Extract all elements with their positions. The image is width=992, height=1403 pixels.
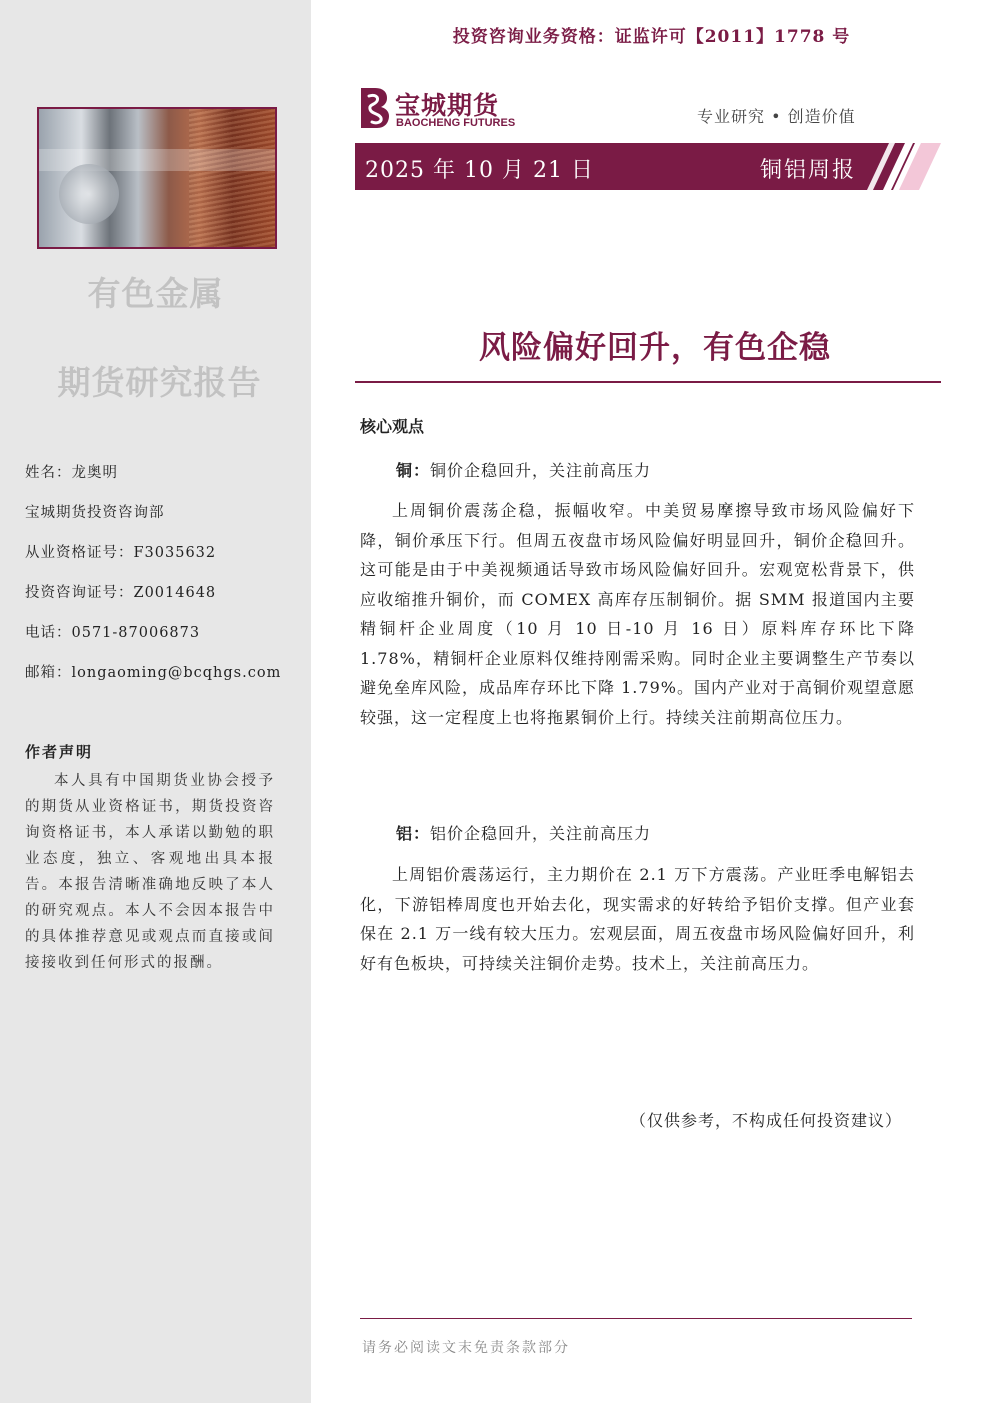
report-headline: 风险偏好回升，有色企稳 xyxy=(479,330,831,366)
copper-summary-text: 铜价企稳回升，关注前高压力 xyxy=(430,461,652,480)
footer-divider xyxy=(360,1318,912,1319)
advisory-license: 投资咨询证号：Z0014648 xyxy=(25,585,217,601)
aluminum-summary xyxy=(396,821,651,844)
company-logo xyxy=(357,86,527,132)
declaration-title: 作者声明 xyxy=(25,743,94,761)
cover-image xyxy=(37,107,277,249)
footer-note: 请务必阅读文末免责条款部分 xyxy=(362,1340,570,1356)
sidebar-title-category: 有色金属 xyxy=(87,274,224,313)
headline-divider xyxy=(355,381,941,383)
logo-text-cn: 宝城期货 xyxy=(395,91,500,120)
aluminum-summary-text: 铝价企稳回升，关注前高压力 xyxy=(430,824,652,843)
company-slogan: 专业研究 • 创造价值 xyxy=(697,107,856,126)
logo-mark-icon xyxy=(357,86,391,130)
copper-summary xyxy=(396,458,651,481)
aluminum-label: 铝： xyxy=(396,824,431,843)
sidebar-title-report: 期货研究报告 xyxy=(57,363,262,402)
copper-body: 上周铜价震荡企稳，振幅收窄。中美贸易摩擦导致市场风险偏好下降，铜价承压下行。但周五夜盘市场风险偏好明显回升，铜价企稳回升。这可能是由于中美视频通话导致市场风险偏好回升。宏观宽松背景下，供应收缩推升铜价，而 COMEX 高库存压制铜价。据 SMM 报道国内主要精铜杆企业周度（10 月 10 日-10 月 16 日）原料库存环比下降 1.78%，精铜杆企业原料仅维持刚需采购。同时企业主要调整生产节奏以避免垒库风险，成品库存环比下降 1.79%。国内产业对于高铜价观望意愿较强，这一定程度上也将拖累铜价上行。持续关注前期高位压力。 xyxy=(360,501,915,727)
copper-label: 铜： xyxy=(396,461,431,480)
investment-disclaimer: （仅供参考，不构成任何投资建议） xyxy=(630,1111,903,1130)
report-date: 2025 年 10 月 21 日 xyxy=(365,158,594,183)
declaration-body: 本人具有中国期货业协会授予的期货从业资格证书，期货投资咨询资格证书，本人承诺以勤勉的职业态度，独立、客观地出具本报告。本报告清晰准确地反映了本人的研究观点。本人不会因本报告中的具体推荐意见或观点而直接或间接接收到任何形式的报酬。 xyxy=(25,773,275,971)
analyst-name: 姓名：龙奥明 xyxy=(25,465,118,481)
analyst-email: 邮箱：longaoming@bcqhgs.com xyxy=(25,665,282,681)
date-banner xyxy=(355,143,941,190)
sidebar xyxy=(0,0,311,1403)
logo-text-en: BAOCHENG FUTURES xyxy=(396,117,516,129)
aluminum-body: 上周铝价震荡运行，主力期价在 2.1 万下方震荡。产业旺季电解铝去化，下游铝棒周度也开始去化，现实需求的好转给予铝价支撑。但产业套保在 2.1 万一线有较大压力。宏观层面，周五夜盘市场风险偏好回升，利好有色板块，可持续关注铜价走势。技术上，关注前高压力。 xyxy=(360,865,915,973)
qualification-line: 投资咨询业务资格：证监许可【2011】1778 号 xyxy=(452,27,851,47)
analyst-phone: 电话：0571-87006873 xyxy=(25,625,201,641)
section-title: 核心观点 xyxy=(360,417,425,436)
practice-license: 从业资格证号：F3035632 xyxy=(25,545,217,561)
analyst-department: 宝城期货投资咨询部 xyxy=(25,505,165,521)
analyst-contact xyxy=(25,462,281,702)
report-type: 铜铝周报 xyxy=(760,158,857,183)
